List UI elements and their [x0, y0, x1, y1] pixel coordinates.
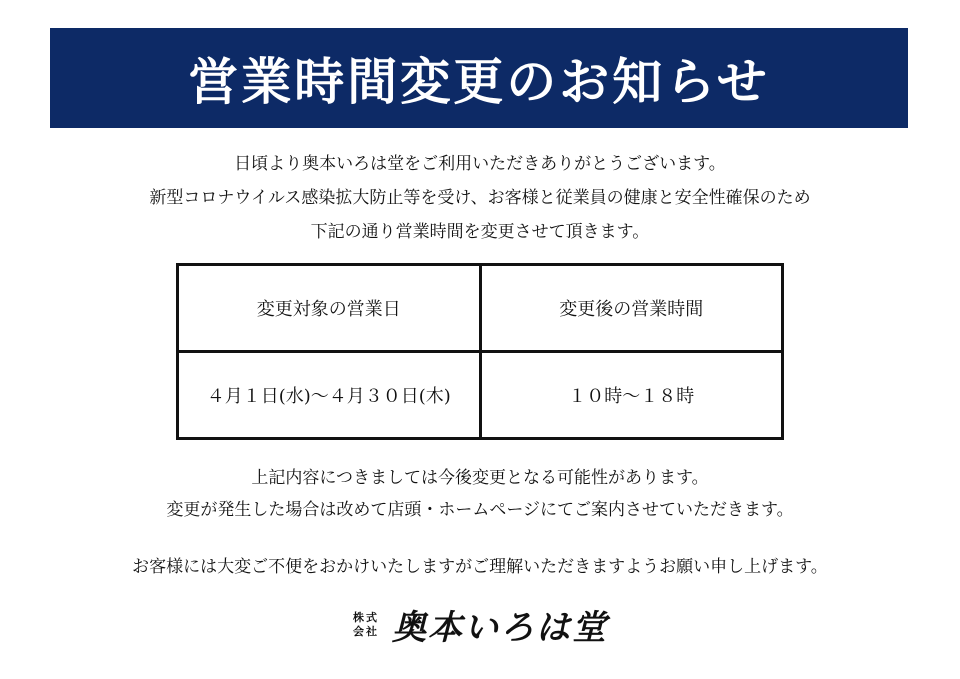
corp-char: 社	[366, 624, 377, 638]
company-signature	[0, 600, 960, 649]
corp-char: 会	[353, 624, 364, 638]
closing-message: お客様には大変ご不便をおかけいたしますがご理解いただきますようお願い申し上げます。	[132, 557, 828, 577]
brand-logo: 奥本いろは堂	[392, 608, 608, 648]
intro-line: 日頃より奥本いろは堂をご利用いただきありがとうございます。	[234, 154, 726, 174]
header-banner	[50, 28, 908, 128]
new-hours-value: １０時～１８時	[480, 352, 783, 439]
note-line: 変更が発生した場合は改めて店頭・ホームページにてご案内させていただきます。	[166, 500, 794, 520]
note-line: 上記内容につきましては今後変更となる可能性があります。	[251, 468, 709, 488]
corp-char: 式	[366, 610, 377, 624]
intro-line: 新型コロナウイルス感染拡大防止等を受け、お客様と従業員の健康と安全性確保のため	[149, 188, 811, 208]
header-target-days: 変更対象の営業日	[178, 265, 481, 352]
corporation-mark	[352, 611, 378, 639]
notes-text	[0, 462, 960, 526]
intro-line: 下記の通り営業時間を変更させて頂きます。	[310, 222, 650, 242]
corp-char: 株	[353, 610, 364, 624]
table-row	[178, 352, 783, 439]
table-header-row	[178, 265, 783, 352]
page-title: 営業時間変更のお知らせ	[188, 52, 770, 111]
header-new-hours: 変更後の営業時間	[480, 265, 783, 352]
target-days-value: ４月１日(水)～４月３０日(木)	[178, 352, 481, 439]
intro-text	[0, 147, 960, 249]
schedule-table	[176, 263, 784, 440]
